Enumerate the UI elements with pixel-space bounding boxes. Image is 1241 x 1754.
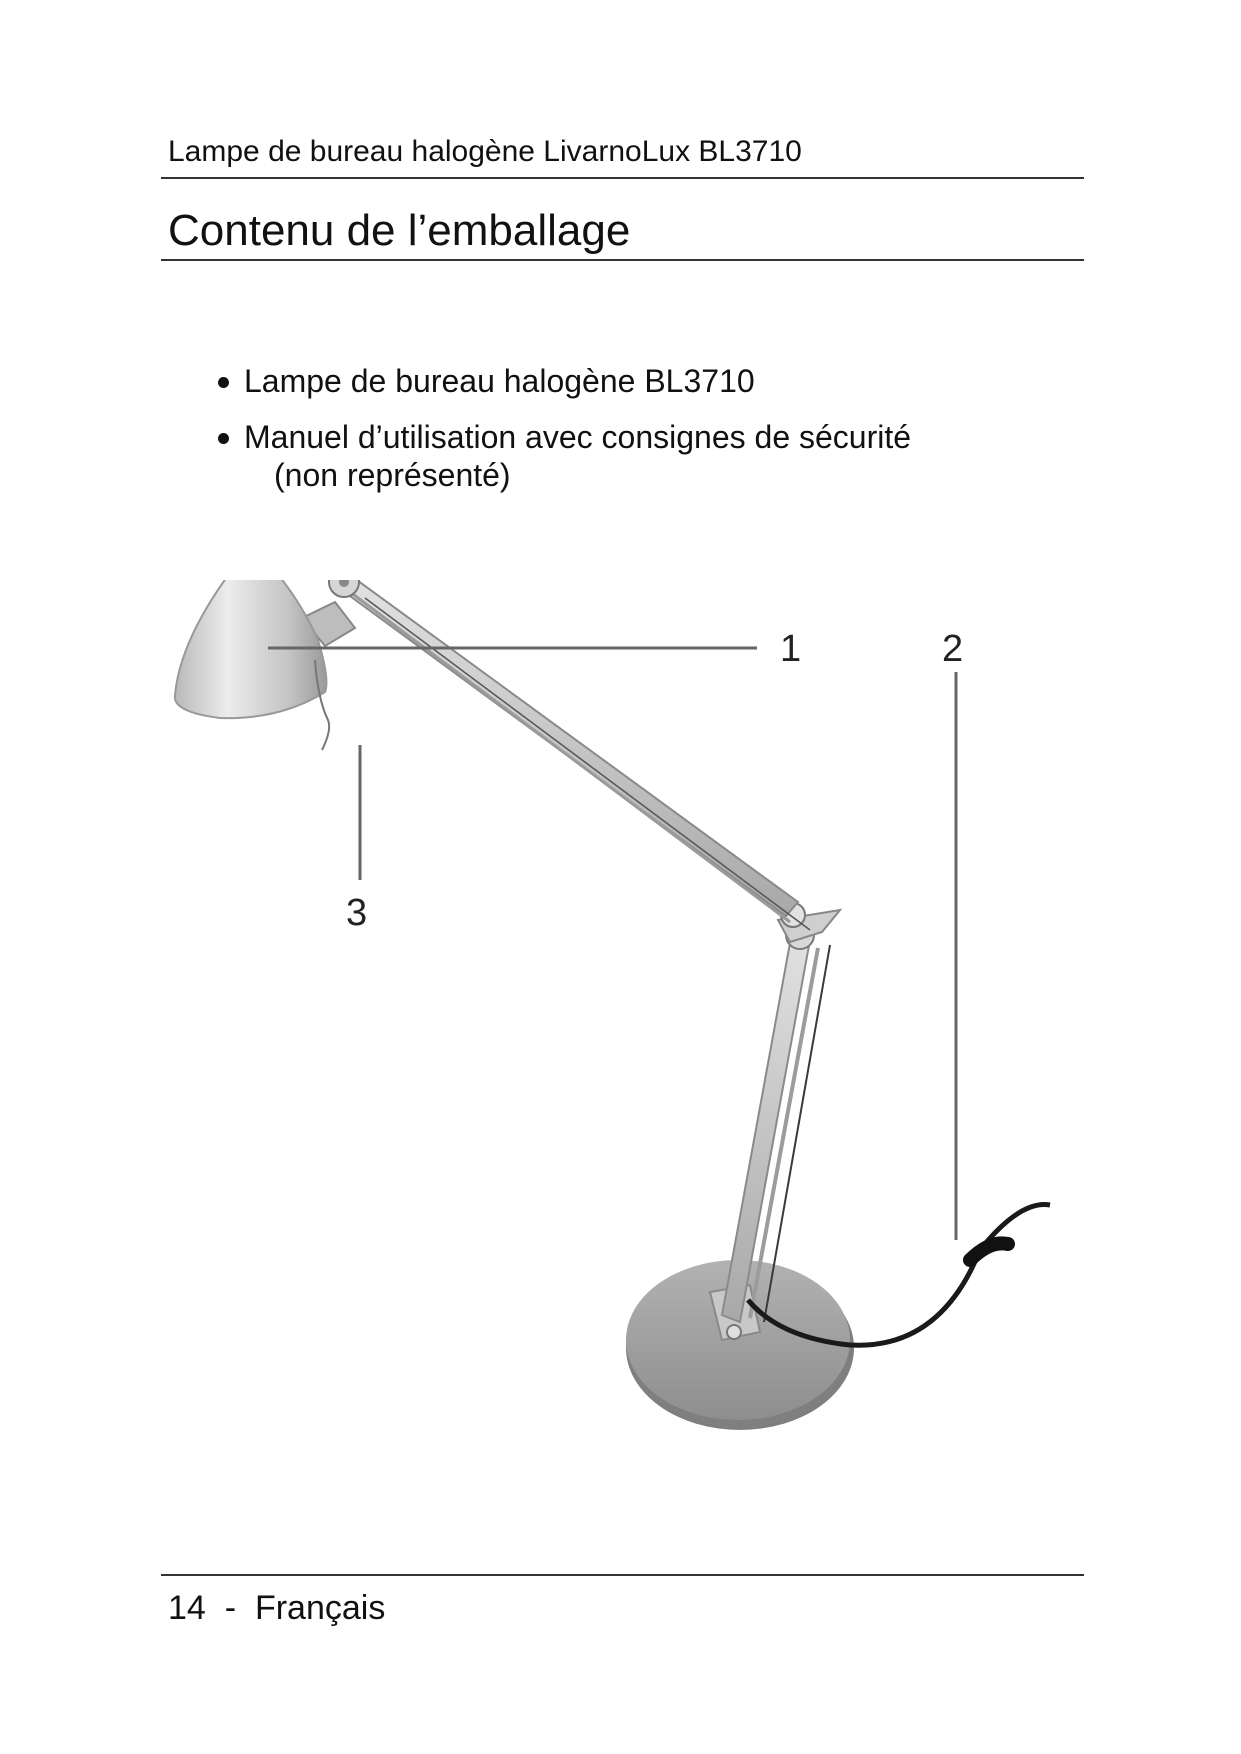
page-footer (168, 1588, 385, 1628)
footer-separator: - (224, 1589, 237, 1627)
list-item-text: Manuel d’utilisation avec consignes de sécurité (244, 419, 912, 455)
lamp-shade-icon (175, 580, 355, 750)
lamp-lower-arm-icon (722, 921, 830, 1322)
header-rule (161, 177, 1084, 179)
page-number: 14 (168, 1589, 206, 1627)
footer-language: Français (254, 1589, 386, 1627)
bullet-icon (218, 377, 229, 388)
section-title: Contenu de l’emballage (168, 206, 631, 255)
title-rule (161, 259, 1084, 261)
bullet-icon (218, 433, 229, 444)
list-item (168, 418, 911, 494)
callout-label-3: 3 (346, 892, 368, 934)
package-contents-list (168, 362, 911, 512)
callout-label-2: 2 (942, 628, 964, 670)
lamp-upper-arm-icon (329, 580, 810, 930)
list-item (168, 362, 911, 400)
running-header: Lampe de bureau halogène LivarnoLux BL3710 (168, 135, 802, 168)
callout-label-1: 1 (780, 628, 802, 670)
desk-lamp-illustration (150, 580, 1100, 1480)
footer-rule (161, 1574, 1084, 1576)
list-item-subtext: (non représenté) (274, 457, 511, 493)
list-item-text: Lampe de bureau halogène BL3710 (244, 363, 755, 399)
